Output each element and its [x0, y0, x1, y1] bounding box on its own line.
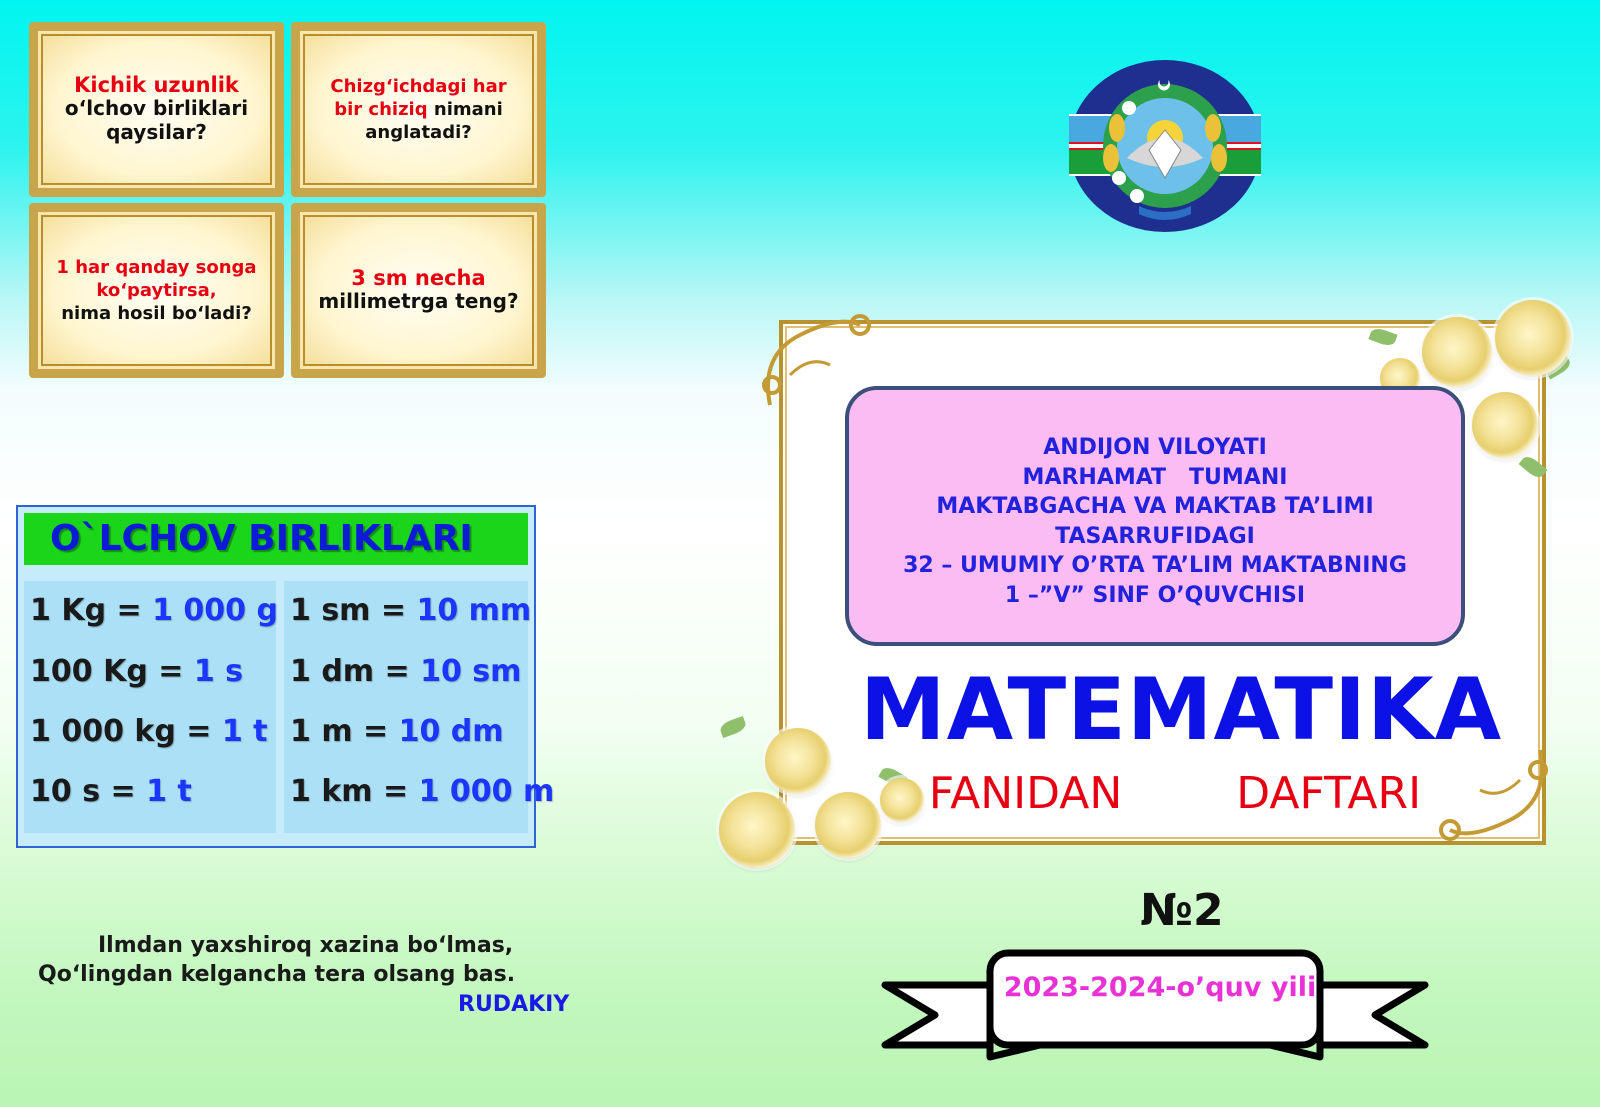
- card-2-highlight: Chizg‘ichdagi har bir chiziq: [330, 76, 507, 120]
- year-ribbon: [880, 945, 1430, 1065]
- card-1-highlight: Kichik uzunlik: [74, 73, 239, 97]
- card-3-text: nima hosil bo‘ladi?: [61, 303, 252, 324]
- question-card-2: [291, 22, 546, 197]
- info-line: ANDIJON VILOYATI: [1043, 435, 1267, 460]
- unit-row: 10 s = 1 t: [30, 774, 192, 809]
- units-title: O`LCHOV BIRLIKLARI: [24, 513, 528, 565]
- unit-row: 1 000 kg = 1 t: [30, 714, 268, 749]
- info-line: 32 – UMUMIY O’RTA TA’LIM MAKTABNING: [903, 553, 1407, 578]
- card-2-text: nimani anglatadi?: [365, 99, 503, 143]
- school-year: 2023-2024-o’quv yili: [1003, 972, 1317, 1003]
- quote-line-2: Qo‘lingdan kelgancha tera olsang bas.: [38, 962, 516, 987]
- unit-row: 1 km = 1 000 m: [290, 774, 555, 809]
- info-line: 1 –”V” SINF O’QUVCHISI: [1004, 582, 1306, 608]
- info-line: MARHAMAT TUMANI: [1022, 464, 1288, 490]
- question-card-3: [29, 203, 284, 378]
- notebook-number: №2: [1140, 885, 1224, 936]
- unit-row: 100 Kg = 1 s: [30, 654, 244, 689]
- unit-row: 1 m = 10 dm: [290, 714, 504, 749]
- unit-row: 1 sm = 10 mm: [290, 593, 532, 628]
- school-info-box: [845, 386, 1465, 646]
- question-card-1: [29, 22, 284, 197]
- coat-of-arms-emblem: [1067, 58, 1263, 234]
- subject-subtitle: FANIDAN DAFTARI: [928, 768, 1422, 819]
- unit-row: 1 Kg = 1 000 g: [30, 593, 278, 628]
- card-3-highlight: 1 har qanday songa ko‘paytirsa,: [56, 257, 257, 301]
- info-line: TASARRUFIDAGI: [1055, 523, 1255, 549]
- subject-title: MATEMATIKA: [860, 660, 1503, 760]
- question-card-4: [291, 203, 546, 378]
- unit-row: 1 dm = 10 sm: [290, 654, 522, 689]
- units-table: [16, 505, 555, 848]
- quote-author: RUDAKIY: [458, 992, 570, 1017]
- quote-line-1: Ilmdan yaxshiroq xazina bo‘lmas,: [98, 933, 514, 958]
- info-line: MAKTABGACHA VA MAKTAB TA’LIMI: [936, 494, 1374, 519]
- card-4-text: millimetrga teng?: [318, 289, 519, 313]
- card-1-text: o‘lchov birliklari qaysilar?: [64, 96, 249, 144]
- card-4-highlight: 3 sm necha: [351, 266, 486, 290]
